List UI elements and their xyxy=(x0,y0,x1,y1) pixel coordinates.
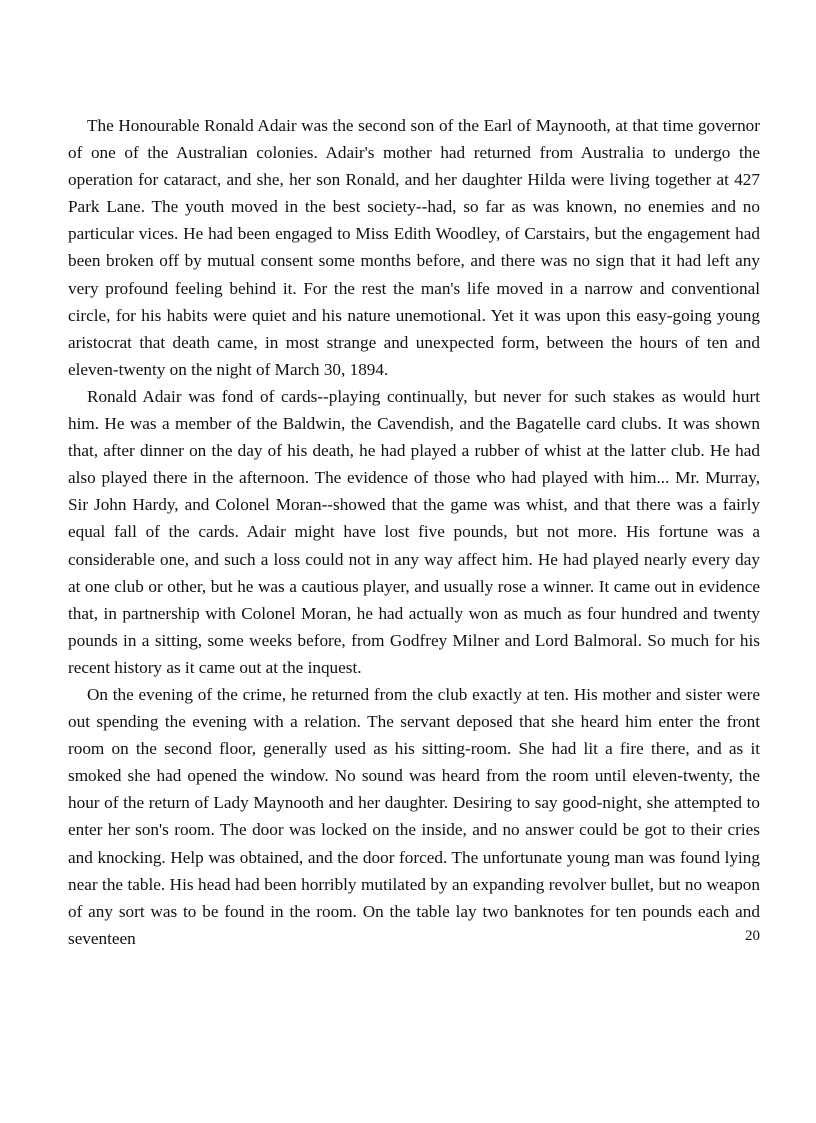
paragraph-2: Ronald Adair was fond of cards--playing continually, but never for such stakes as would hurt him. He was a member of the Baldwin, the Cavendish, and the Bagatelle card clubs. It was shown that, after dinner on the day of his death, he had played a rubber of whist at the latter club. He had also played there in the afternoon. The evidence of those who had played with him... Mr. Murray, Sir John Hardy, and Colonel Moran--showed that the game was whist, and that there was a fairly equal fall of the cards. Adair might have lost five pounds, but not more. His fortune was a considerable one, and such a loss could not in any way affect him. He had played nearly every day at one club or other, but he was a cautious player, and usually rose a winner. It came out in evidence that, in partnership with Colonel Moran, he had actually won as much as four hundred and twenty pounds in a sitting, some weeks before, from Godfrey Milner and Lord Balmoral. So much for his recent history as it came out at the inquest. xyxy=(68,386,760,677)
paragraph-1: The Honourable Ronald Adair was the second son of the Earl of Maynooth, at that time governor of one of the Australian colonies. Adair's mother had returned from Australia to undergo the operation for cataract, and she, her son Ronald, and her daughter Hilda were living together at 427 Park Lane. The youth moved in the best society--had, so far as was known, no enemies and no particular vices. He had been engaged to Miss Edith Woodley, of Carstairs, but the engagement had been broken off by mutual consent some months before, and there was no sign that it had left any very profound feeling behind it. For the rest the man's life moved in a narrow and conventional circle, for his habits were quiet and his nature unemotional. Yet it was upon this easy-going young aristocrat that death came, in most strange and unexpected form, between the hours of ten and eleven-twenty on the night of March 30, 1894. xyxy=(68,116,760,379)
paragraph-3: On the evening of the crime, he returned from the club exactly at ten. His mother and sister were out spending the evening with a relation. The servant deposed that she heard him enter the front room on the second floor, generally used as his sitting-room. She had lit a fire there, and as it smoked she had opened the window. No sound was heard from the room until eleven-twenty, the hour of the return of Lady Maynooth and her daughter. Desiring to say good-night, she attempted to enter her son's room. The door was locked on the inside, and no answer could be got to their cries and knocking. Help was obtained, and the door forced. The unfortunate young man was found lying near the table. His head had been horribly mutilated by an expanding revolver bullet, but no weapon of any sort was to be found in the room. On the table lay two banknotes for ten pounds each and seventeen xyxy=(68,684,760,948)
page-number: 20 xyxy=(745,928,760,944)
page-body xyxy=(68,112,760,952)
